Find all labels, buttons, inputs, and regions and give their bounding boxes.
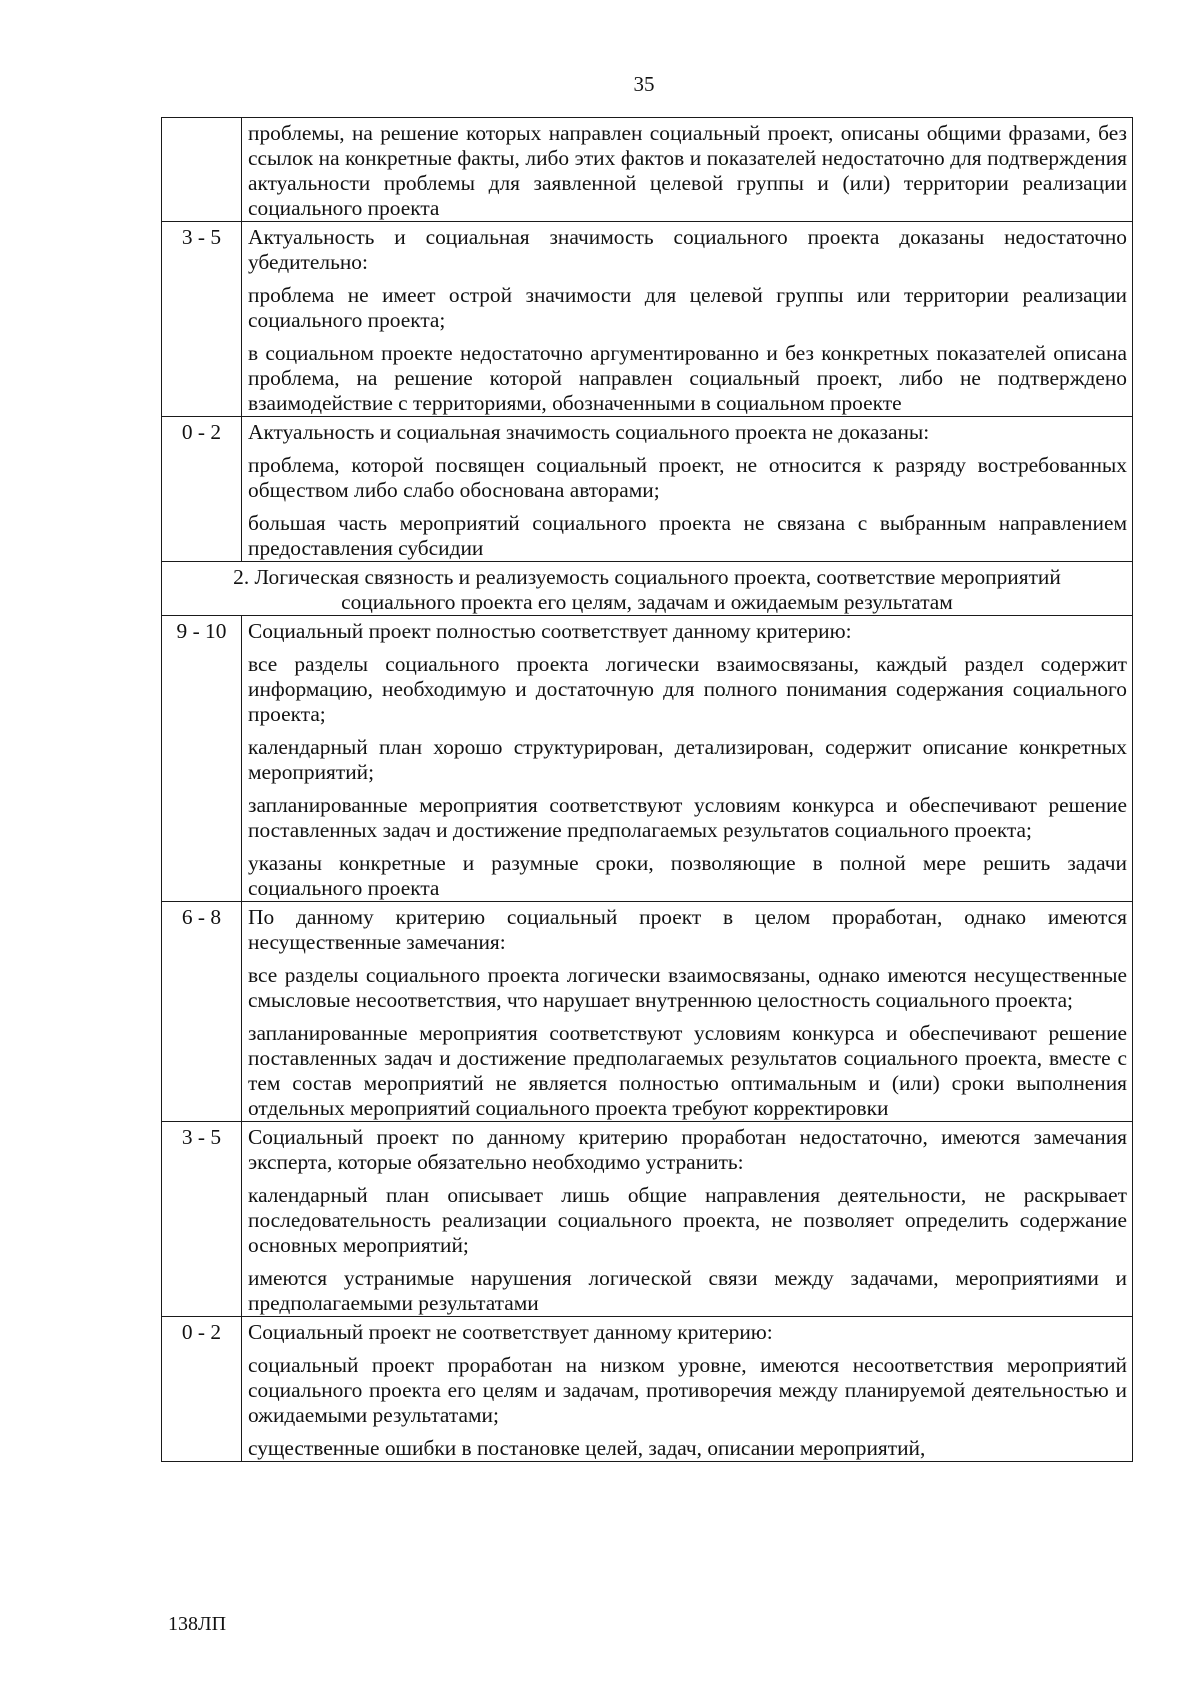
description-cell — [242, 417, 1133, 562]
score-cell: 6 - 8 — [162, 902, 242, 1122]
description-paragraph: в социальном проекте недостаточно аргументированно и без конкретных показателей описана проблема, на решение которой направлен социальный проект, либо не подтверждено взаимодействие с территориями, обозначенными в социальном проекте — [248, 341, 1127, 415]
description-cell — [242, 902, 1133, 1122]
criterion-row — [162, 1122, 1133, 1317]
description-paragraph: большая часть мероприятий социального проекта не связана с выбранным направлением предоставления субсидии — [248, 511, 1127, 560]
description-paragraph: запланированные мероприятия соответствуют условиям конкурса и обеспечивают решение поставленных задач и достижение предполагаемых результатов социального проекта, вместе с тем состав мероприятий не является полностью оптимальным и (или) сроки выполнения отдельных мероприятий социального проекта требуют корректировки — [248, 1021, 1127, 1120]
criterion-row — [162, 616, 1133, 902]
description-cell — [242, 1122, 1133, 1317]
description-cell — [242, 222, 1133, 417]
page-number: 35 — [633, 72, 655, 96]
description-paragraph: указаны конкретные и разумные сроки, позволяющие в полной мере решить задачи социального проекта — [248, 851, 1127, 900]
description-paragraph: Социальный проект не соответствует данному критерию: — [248, 1320, 773, 1344]
criteria-table-body — [162, 118, 1133, 1462]
description-paragraph: Актуальность и социальная значимость социального проекта не доказаны: — [248, 420, 930, 444]
description-paragraph: проблема не имеет острой значимости для целевой группы или территории реализации социального проекта; — [248, 283, 1127, 332]
description-paragraph: Социальный проект по данному критерию проработан недостаточно, имеются замечания эксперта, которые обязательно необходимо устранить: — [248, 1125, 1127, 1174]
description-paragraph: социальный проект проработан на низком уровне, имеются несоответствия мероприятий социального проекта его целям и задачам, противоречия между планируемой деятельностью и ожидаемыми результатами; — [248, 1353, 1127, 1427]
description-paragraph: существенные ошибки в постановке целей, задач, описании мероприятий, — [248, 1436, 926, 1460]
criterion-row — [162, 902, 1133, 1122]
score-cell: 0 - 2 — [162, 417, 242, 562]
document-code: 138ЛП — [168, 1613, 227, 1635]
description-paragraph: имеются устранимые нарушения логической связи между задачами, мероприятиями и предполагаемыми результатами — [248, 1266, 1127, 1315]
score-cell: 3 - 5 — [162, 1122, 242, 1317]
description-paragraph: проблемы, на решение которых направлен социальный проект, описаны общими фразами, без ссылок на конкретные факты, либо этих фактов и показателей недостаточно для подтверждения актуальности проблемы для заявленной целевой группы и (или) территории реализации социального проекта — [248, 121, 1127, 220]
description-paragraph: все разделы социального проекта логически взаимосвязаны, каждый раздел содержит информацию, необходимую и достаточную для полного понимания содержания социального проекта; — [248, 652, 1127, 726]
section-header-row — [162, 562, 1133, 616]
section-title: 2. Логическая связность и реализуемость социального проекта, соответствие мероприятий социального проекта его целям, задачам и ожидаемым результатам — [162, 562, 1133, 616]
description-paragraph: все разделы социального проекта логически взаимосвязаны, однако имеются несущественные смысловые несоответствия, что нарушает внутреннюю целостность социального проекта; — [248, 963, 1127, 1012]
criteria-table — [161, 117, 1133, 1462]
score-cell — [162, 118, 242, 222]
description-cell — [242, 616, 1133, 902]
score-cell: 3 - 5 — [162, 222, 242, 417]
description-cell — [242, 1317, 1133, 1462]
description-paragraph: Социальный проект полностью соответствует данному критерию: — [248, 619, 852, 643]
score-cell: 9 - 10 — [162, 616, 242, 902]
description-cell — [242, 118, 1133, 222]
description-paragraph: По данному критерию социальный проект в целом проработан, однако имеются несущественные замечания: — [248, 905, 1127, 954]
description-paragraph: календарный план описывает лишь общие направления деятельности, не раскрывает последовательность реализации социального проекта, не позволяет определить содержание основных мероприятий; — [248, 1183, 1127, 1257]
description-paragraph: календарный план хорошо структурирован, детализирован, содержит описание конкретных мероприятий; — [248, 735, 1127, 784]
description-paragraph: Актуальность и социальная значимость социального проекта доказаны недостаточно убедительно: — [248, 225, 1127, 274]
description-paragraph: запланированные мероприятия соответствуют условиям конкурса и обеспечивают решение поставленных задач и достижение предполагаемых результатов социального проекта; — [248, 793, 1127, 842]
score-cell: 0 - 2 — [162, 1317, 242, 1462]
criterion-row — [162, 417, 1133, 562]
description-paragraph: проблема, которой посвящен социальный проект, не относится к разряду востребованных обществом либо слабо обоснована авторами; — [248, 453, 1127, 502]
criterion-row — [162, 118, 1133, 222]
criterion-row — [162, 1317, 1133, 1462]
criterion-row — [162, 222, 1133, 417]
